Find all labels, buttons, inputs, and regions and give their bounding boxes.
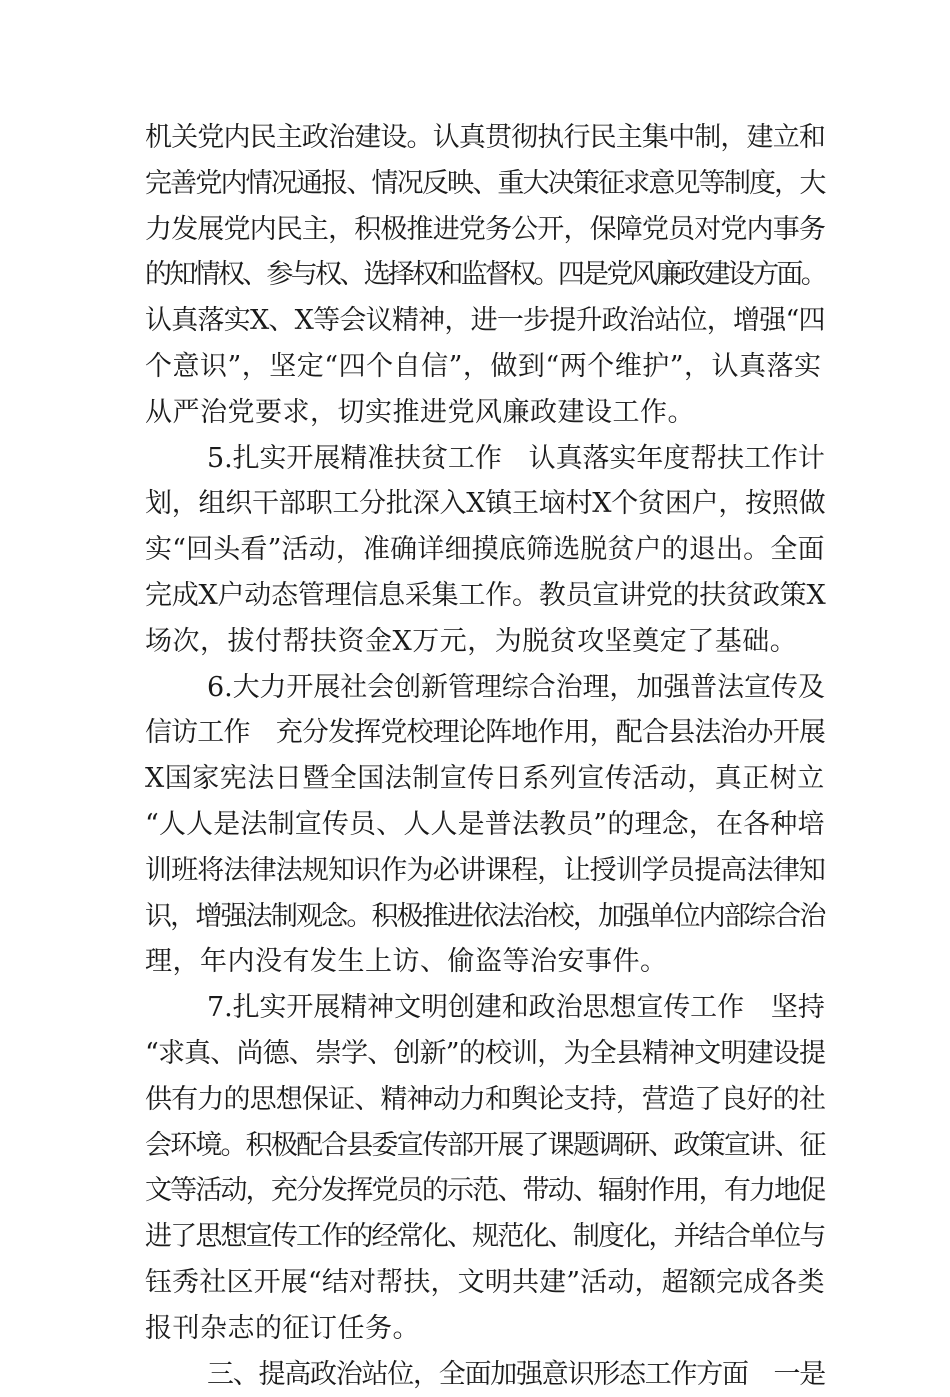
- text-line: 报刊杂志的征订任务。: [145, 1312, 420, 1344]
- text-line: “求真、尚德、崇学、创新”的校训，为全县精神文明建设提: [145, 1037, 826, 1069]
- text-line: 供有力的思想保证、精神动力和舆论支持，营造了良好的社: [145, 1083, 825, 1115]
- text-line: 训班将法律法规知识作为必讲课程，让授训学员提高法律知: [145, 854, 825, 886]
- section-heading-line: 6.大力开展社会创新管理综合治理，加强普法宣传及: [207, 671, 825, 703]
- text-line: 钰秀社区开展“结对帮扶，文明共建”活动，超额完成各类: [145, 1266, 825, 1298]
- section-heading-line: 5.扎实开展精准扶贫工作 认真落实年度帮扶工作计: [207, 442, 825, 474]
- text-line: 进了思想宣传工作的经常化、规范化、制度化，并结合单位与: [145, 1221, 825, 1253]
- text-line: X国家宪法日暨全国法制宣传日系列宣传活动，真正树立: [145, 763, 825, 795]
- text-line: 场次，拔付帮扶资金X万元，为脱贫攻坚奠定了基础。: [145, 625, 798, 657]
- section-heading-line: 7.扎实开展精神文明创建和政治思想宣传工作 坚持: [207, 992, 825, 1024]
- text-line: 认真落实X、X等会议精神，进一步提升政治站位，增强“四: [145, 305, 825, 337]
- text-line: 实“回头看”活动，准确详细摸底筛选脱贫户的退出。全面: [145, 534, 825, 566]
- text-line: 个意识”，坚定“四个自信”，做到“两个维护”，认真落实: [145, 350, 822, 382]
- text-line: 文等活动，充分发挥党员的示范、带动、辐射作用，有力地促: [145, 1175, 825, 1207]
- text-line: 会环境。积极配合县委宣传部开展了课题调研、政策宣讲、征: [145, 1129, 825, 1161]
- text-line: 识，增强法制观念。积极推进依法治校，加强单位内部综合治: [145, 900, 825, 932]
- text-line: 的知情权、参与权、选择权和监督权。四是党风廉政建设方面。: [145, 259, 825, 291]
- text-line: 力发展党内民主，积极推进党务公开，保障党员对党内事务: [145, 213, 825, 245]
- text-line: 从严治党要求，切实推进党风廉政建设工作。: [145, 396, 695, 428]
- text-line: 划，组织干部职工分批深入X镇王垴村X个贫困户，按照做: [145, 488, 826, 520]
- text-line: 信访工作 充分发挥党校理论阵地作用，配合县法治办开展: [145, 717, 825, 749]
- text-line: 理，年内没有发生上访、偷盗等治安事件。: [145, 946, 668, 978]
- text-line: “人人是法制宣传员、人人是普法教员”的理念，在各种培: [145, 808, 825, 840]
- section-heading-line: 三、提高政治站位，全面加强意识形态工作方面 一是: [207, 1358, 825, 1390]
- text-line: 完成X户动态管理信息采集工作。教员宣讲党的扶贫政策X: [145, 579, 826, 611]
- text-line: 机关党内民主政治建设。认真贯彻执行民主集中制，建立和: [145, 122, 825, 153]
- text-line: 完善党内情况通报、情况反映、重大决策征求意见等制度，大: [145, 167, 825, 199]
- document-body: [145, 115, 825, 1397]
